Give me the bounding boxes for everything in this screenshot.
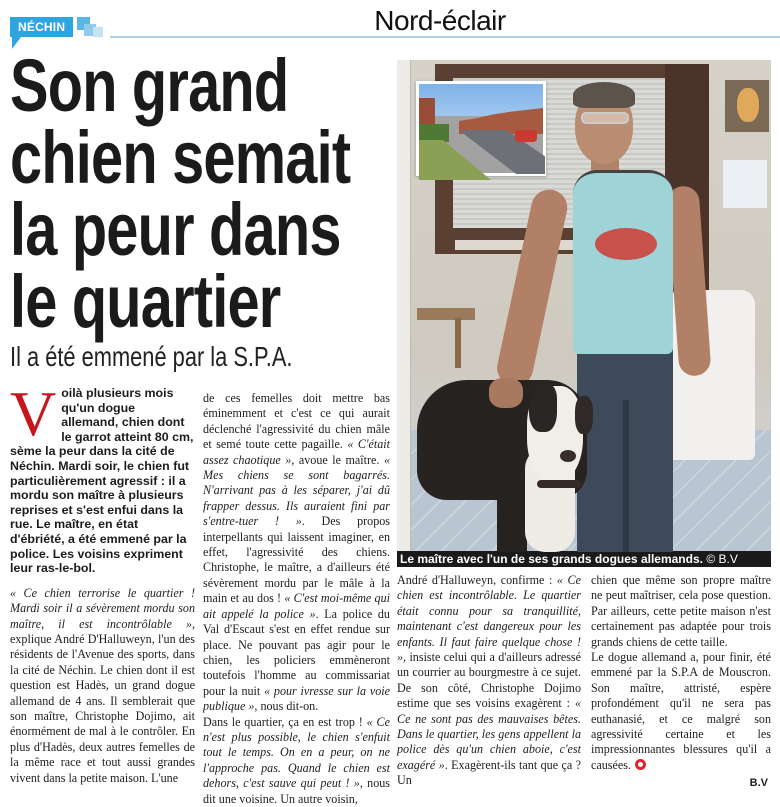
headline-line: chien semait (10, 116, 351, 199)
quote: « C'était assez chaotique » (203, 437, 391, 467)
body-text: , insiste celui qui a d'ailleurs adressé un courrier au bourgmestre à ce sujet. De son côté, Christophe Dojimo estime que ses voisins exagèrent : (397, 650, 581, 711)
end-mark-icon (635, 759, 646, 770)
inset-car (515, 130, 537, 142)
photo-man-jeans-seam (623, 400, 629, 552)
body-text: , explique André D'Halluweyn, l'un des résidents de l'Avenue des sports, dans la cité de Néchin. Le chien dont il est question est Hadès, un grand dogue allemand de 4 ans. Il semblerait que son maître, Christophe Dojimo, ait énormément de mal à le contrôler. En plus d'Hadès, deux autres femelles de la même race et tout aussi grandes vivent dans la petite maison. L'une (10, 616, 195, 785)
body-text: , nous dit-on. (254, 699, 319, 714)
photo-caption (397, 551, 771, 567)
lower-columns (397, 573, 771, 790)
section-tag: NÉCHIN (10, 17, 73, 37)
body-text: de ces femelles doit mettre bas éminemment et c'est ce qui aurait déclenché l'agressivité du chien mâle et semé toute cette pagaille. (203, 391, 390, 452)
photo-man-hair (573, 82, 635, 108)
photo-shirt-logo (595, 228, 657, 260)
body-text: chien que même son propre maître ne peut maîtriser, cela pose question. Par ailleurs, cette petite maison n'est certainement pas adaptée pour trois grands chiens de cette taille. (591, 573, 771, 649)
photo-paper (723, 160, 767, 208)
body-text: , avoue le maître. (291, 452, 384, 467)
photo-dog-ear (575, 396, 593, 434)
photo-table-leg (455, 318, 461, 368)
header-rule (110, 36, 780, 38)
quote: « Ce chien terrorise le quartier ! Mardi soir il a sévèrement mordu son maître, il est incontrôlable » (10, 585, 195, 631)
photo-dog-patch (529, 384, 557, 432)
article-column-3 (397, 573, 581, 790)
photo-door-edge (397, 60, 411, 551)
masthead: Nord-éclair (374, 5, 506, 36)
article-column-1 (10, 586, 195, 786)
quote: « pour ivresse sur la voie publique » (203, 683, 391, 714)
byline: B.V (749, 777, 768, 790)
headline-line: le quartier (10, 260, 281, 343)
article-column-4 (591, 573, 771, 790)
photo-man-hand (489, 378, 523, 408)
photo-credit: © B.V (706, 552, 738, 566)
decor-square (93, 27, 103, 37)
article-column-2 (203, 391, 390, 807)
headline-line: Son grand (10, 44, 289, 127)
body-text: Le dogue allemand a, pour finir, été emmené par la S.P.A de Mouscron. Son maître, attristé, espère profondément qu'il ne sera pas euthanasié, et ce malgré son agressivité certaine et les impressionnantes blessures qu'il a causées. (591, 650, 771, 772)
headline (10, 44, 395, 343)
quote: « Ce ne sont pas des mauvaises bêtes. Dans le quartier, les gens appellent la police dès qu'un chien aboie, c'est exagéré » (397, 696, 581, 772)
photo-man-glasses (581, 112, 629, 124)
quote: « C'est moi-même qui ait appelé la police » (203, 591, 390, 621)
photo-man-shirt (573, 170, 673, 354)
body-text: . La police du Val d'Escaut s'est en effet rendue sur place. Ne pouvant pas agir pour le chien, les policiers emmèneront toutefois l'homme au commissariat pour la nuit (203, 606, 390, 698)
photo-poster-dog (737, 88, 759, 122)
quote: « Ce n'est plus possible, le chien s'enfuit tout le temps. On en a peur, on ne l'approche pas. Quand le chien est dehors, c'est sauve qui peut ! » (203, 714, 390, 791)
photo-dog-nose (560, 450, 576, 462)
lead-paragraph (10, 378, 195, 576)
lead-text: oilà plusieurs mois qu'un dogue allemand, chien dont le garrot atteint 80 cm, sème la peur dans la cité de Néchin. Mardi soir, le chien fut particulièrement agressif : il a mordu son maître à plusieurs reprises et s'est enfui dans la rue. Le maître, en état d'ébriété, a été emmené par la police. Les voisins expriment leur ras-le-bol. (10, 386, 194, 576)
photo-table (417, 308, 475, 320)
photo-dog-poster (725, 80, 769, 132)
inset-hedge (419, 124, 449, 142)
photo-dog-collar (537, 480, 581, 488)
body-text: . Des propos interpellants qui laissent imaginer, en effet, l'agressivité des chiens. Christophe, le maître, a d'ailleurs été sévèrement mordu par le mâle à la main et au dos ! (203, 514, 390, 606)
inset-street-scene (419, 84, 543, 173)
body-text: André d'Halluweyn, confirme : (397, 573, 557, 587)
body-text: , nous dit une voisine. Un autre voisin, (203, 776, 391, 806)
caption-text: Le maître avec l'un de ses grands dogues allemands. (400, 552, 703, 566)
body-text: Dans le quartier, ça en est trop ! (203, 714, 367, 729)
article-photo (397, 60, 771, 551)
photo-window-sill (455, 240, 585, 250)
photo-dog-leg (497, 480, 527, 552)
subheadline-text: Il a été emmené par la S.P.A. (10, 341, 293, 372)
quote: « Ce chien est incontrôlable. Le quartier était connu pour sa tranquillité, maintenant c'est dangereux pour les enfants. Il faut faire quelque chose ! » (397, 573, 581, 665)
subheadline (10, 340, 395, 374)
body-text: . Exagèrent-ils tant que ça ? Un (397, 757, 581, 788)
inset-street-photo (416, 81, 546, 176)
quote: « Mes chiens se sont bagarrés. N'arrivant pas à les séparer, j'ai dû frapper dessus. Ils auraient fini par s'entre-tuer ! » (203, 452, 390, 529)
headline-line: la peur dans (10, 188, 341, 271)
drop-cap: V (10, 378, 57, 449)
right-column (397, 60, 771, 790)
